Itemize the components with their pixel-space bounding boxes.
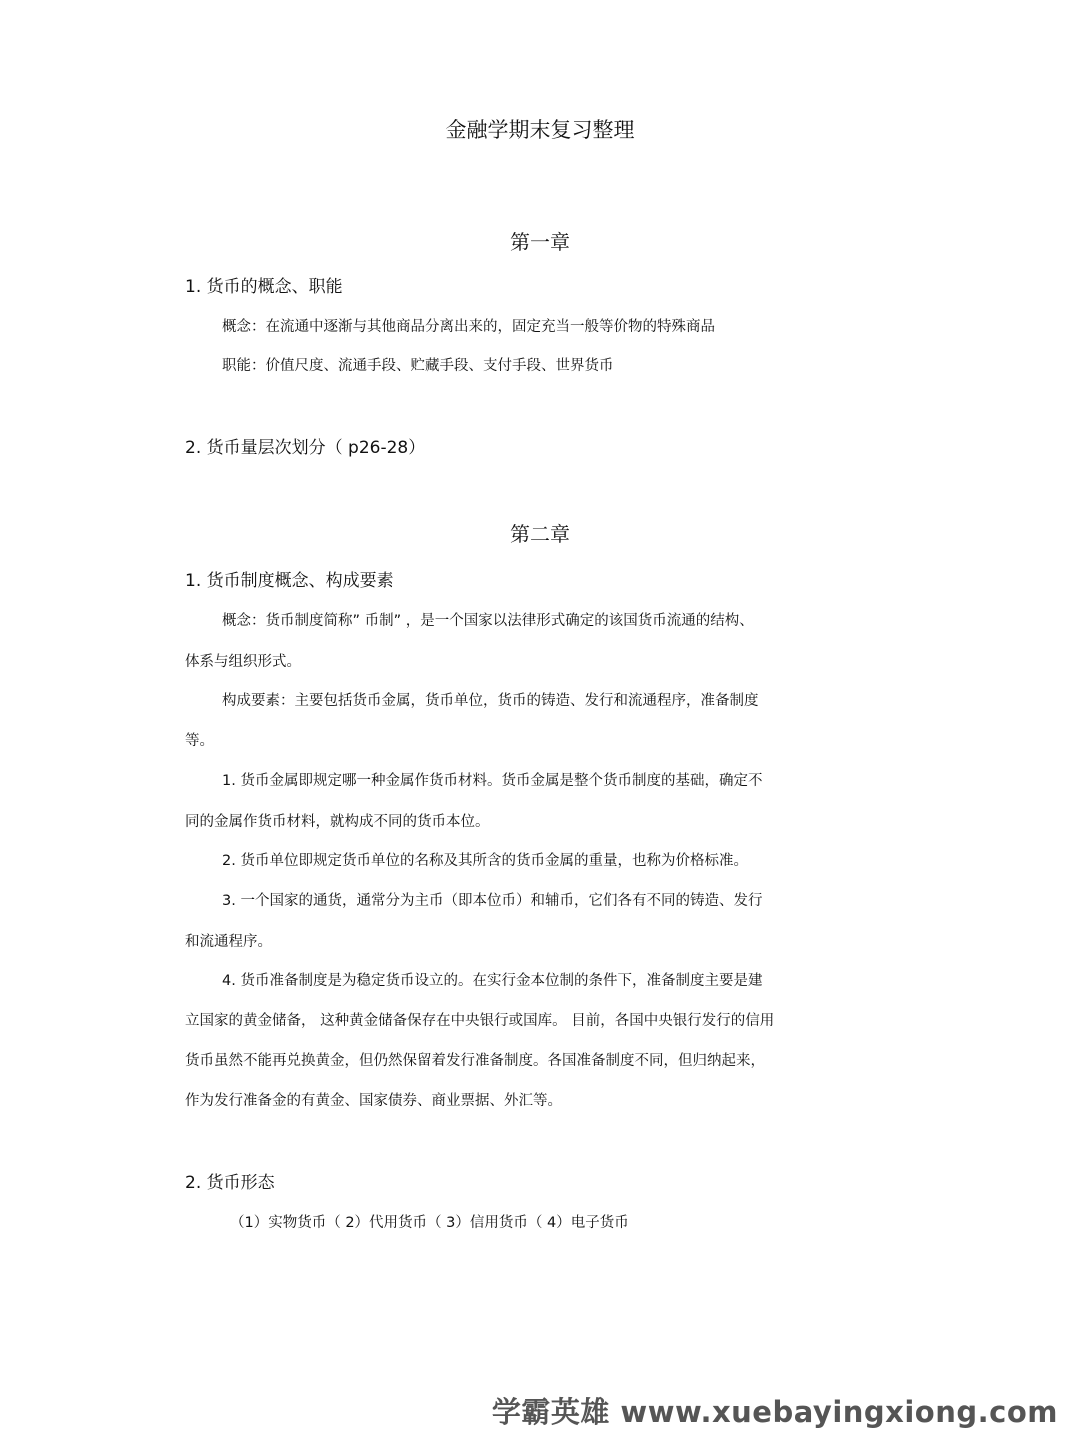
ch1-section-1-heading: 1. 货币的概念、职能	[185, 277, 343, 297]
ch2-s1-point1-line2: 同的金属作货币材料，就构成不同的货币本位。	[185, 814, 490, 830]
ch2-s1-point2-line1: 2. 货币单位即规定货币单位的名称及其所含的货币金属的重量，也称为价格标准。	[222, 853, 748, 869]
ch2-s1-point3-line2: 和流通程序。	[185, 934, 272, 950]
document-title: 金融学期末复习整理	[445, 118, 635, 142]
ch2-section-1-heading: 1. 货币制度概念、构成要素	[185, 571, 394, 591]
ch2-s1-elements-line2: 等。	[185, 733, 214, 749]
chapter-1-heading: 第一章	[510, 230, 570, 254]
watermark: 学霸英雄 www.xuebayingxiong.com	[491, 1395, 1058, 1429]
ch2-s1-point4-line4: 作为发行准备金的有黄金、国家债券、商业票据、外汇等。	[185, 1093, 562, 1109]
ch2-s2-forms: （1）实物货币（ 2）代用货币（ 3）信用货币（ 4）电子货币	[230, 1215, 629, 1231]
ch2-section-2-heading: 2. 货币形态	[185, 1173, 275, 1193]
ch2-s1-point1-line1: 1. 货币金属即规定哪一种金属作货币材料。货币金属是整个货币制度的基础，确定不	[222, 773, 763, 789]
ch1-s1-concept: 概念：在流通中逐渐与其他商品分离出来的，固定充当一般等价物的特殊商品	[222, 319, 715, 335]
ch2-s1-point4-line2: 立国家的黄金储备， 这种黄金储备保存在中央银行或国库。 目前，各国中央银行发行的信用	[185, 1013, 775, 1029]
ch1-section-2-heading: 2. 货币量层次划分（ p26-28）	[185, 438, 426, 458]
ch2-s1-concept-line2: 体系与组织形式。	[185, 654, 301, 670]
ch2-s1-point3-line1: 3. 一个国家的通货，通常分为主币（即本位币）和辅币，它们各有不同的铸造、发行	[222, 893, 763, 909]
chapter-2-heading: 第二章	[510, 522, 570, 546]
ch1-s1-functions: 职能：价值尺度、流通手段、贮藏手段、支付手段、世界货币	[222, 358, 614, 374]
ch2-s1-point4-line1: 4. 货币准备制度是为稳定货币设立的。在实行金本位制的条件下，准备制度主要是建	[222, 973, 763, 989]
ch2-s1-point4-line3: 货币虽然不能再兑换黄金，但仍然保留着发行准备制度。各国准备制度不同，但归纳起来，	[185, 1053, 765, 1069]
ch2-s1-concept-line1: 概念：货币制度简称” 币制” ，是一个国家以法律形式确定的该国货币流通的结构、	[222, 613, 754, 629]
ch2-s1-elements-line1: 构成要素：主要包括货币金属，货币单位，货币的铸造、发行和流通程序，准备制度	[222, 693, 759, 709]
